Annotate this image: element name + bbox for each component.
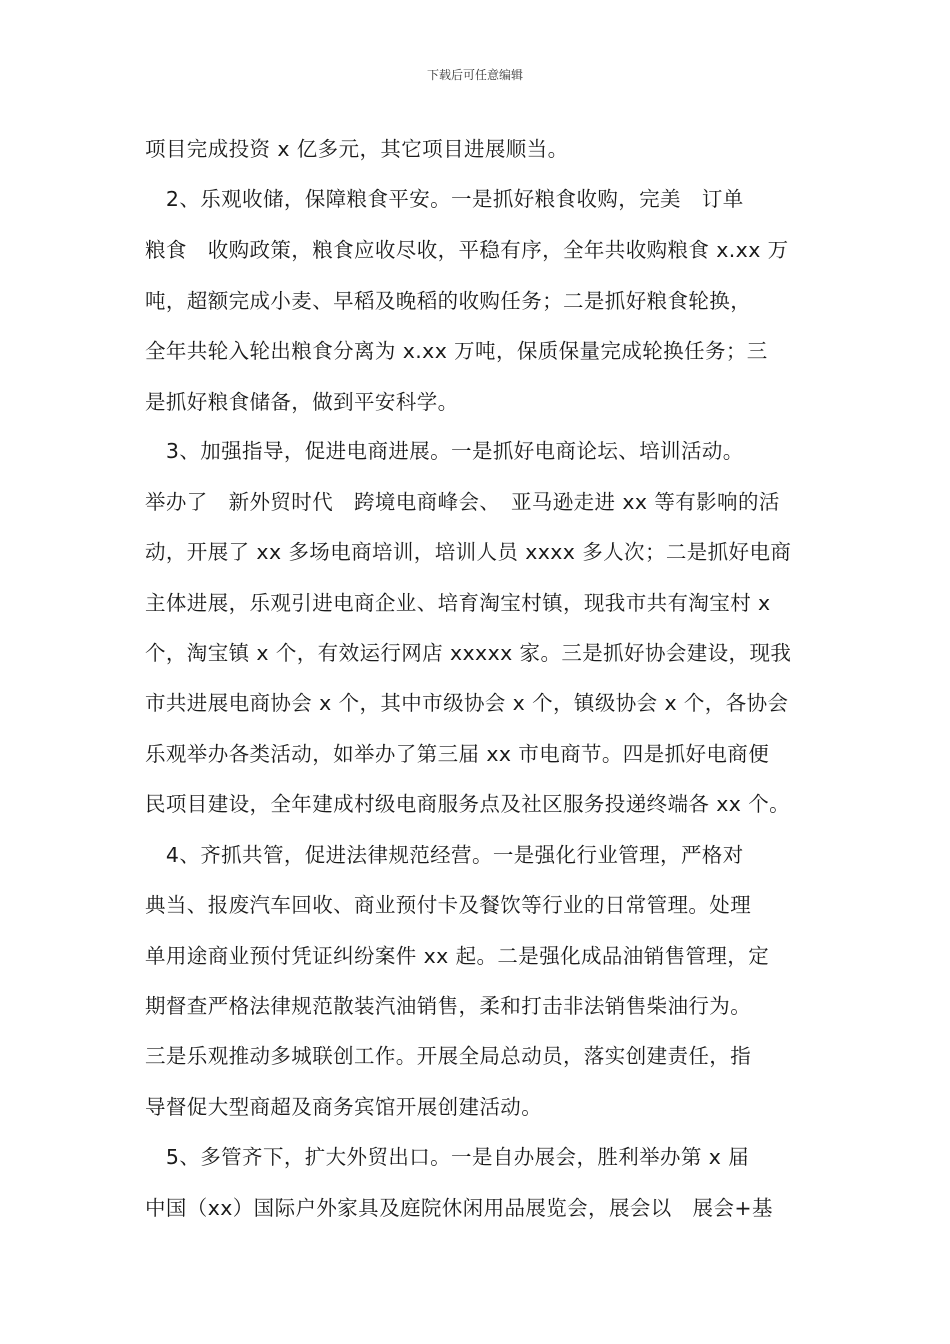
text-line: 吨，超额完成小麦、早稻及晚稻的收购任务；二是抓好粮食轮换， [145,289,752,313]
text-line: 3、加强指导，促进电商进展。一是抓好电商论坛、培训活动。 [145,439,744,463]
text-line: 期督查严格法律规范散装汽油销售，柔和打击非法销售柴油行为。 [145,994,752,1018]
text-line: 项目完成投资 x 亿多元，其它项目进展顺当。 [145,137,569,161]
text-line: 是抓好粮食储备，做到平安科学。 [145,390,459,414]
text-line: 三是乐观推动多城联创工作。开展全局总动员，落实创建责任，指 [145,1044,752,1068]
text-line: 主体进展，乐观引进电商企业、培育淘宝村镇，现我市共有淘宝村 x [145,591,771,615]
text-line: 典当、报废汽车回收、商业预付卡及餐饮等行业的日常管理。处理 [145,893,752,917]
page-header: 下载后可任意编辑 [426,68,523,82]
text-line: 个，淘宝镇 x 个，有效运行网店 xxxxx 家。三是抓好协会建设，现我 [145,641,792,665]
text-line: 举办了 新外贸时代 跨境电商峰会、 亚马逊走进 xx 等有影响的活 [145,490,780,514]
text-line: 2、乐观收储，保障粮食平安。一是抓好粮食收购，完美 订单 [145,187,744,211]
text-line: 粮食 收购政策，粮食应收尽收，平稳有序，全年共收购粮食 x.xx 万 [145,238,789,262]
text-line: 中国（xx）国际户外家具及庭院休闲用品展览会，展会以 展会+基 [145,1196,773,1220]
text-line: 导督促大型商超及商务宾馆开展创建活动。 [145,1095,543,1119]
text-line: 市共进展电商协会 x 个，其中市级协会 x 个，镇级协会 x 个，各协会 [145,691,789,715]
text-line: 全年共轮入轮出粮食分离为 x.xx 万吨，保质保量完成轮换任务；三 [145,339,768,363]
text-line: 动，开展了 xx 多场电商培训，培训人员 xxxx 多人次；二是抓好电商 [145,540,792,564]
text-line: 乐观举办各类活动，如举办了第三届 xx 市电商节。四是抓好电商便 [145,742,770,766]
text-line: 单用途商业预付凭证纠纷案件 xx 起。二是强化成品油销售管理，定 [145,944,770,968]
text-line: 民项目建设，全年建成村级电商服务点及社区服务投递终端各 xx 个。 [145,792,790,816]
text-line: 5、多管齐下，扩大外贸出口。一是自办展会，胜利举办第 x 届 [145,1145,750,1169]
text-line: 4、齐抓共管，促进法律规范经营。一是强化行业管理，严格对 [145,843,744,867]
